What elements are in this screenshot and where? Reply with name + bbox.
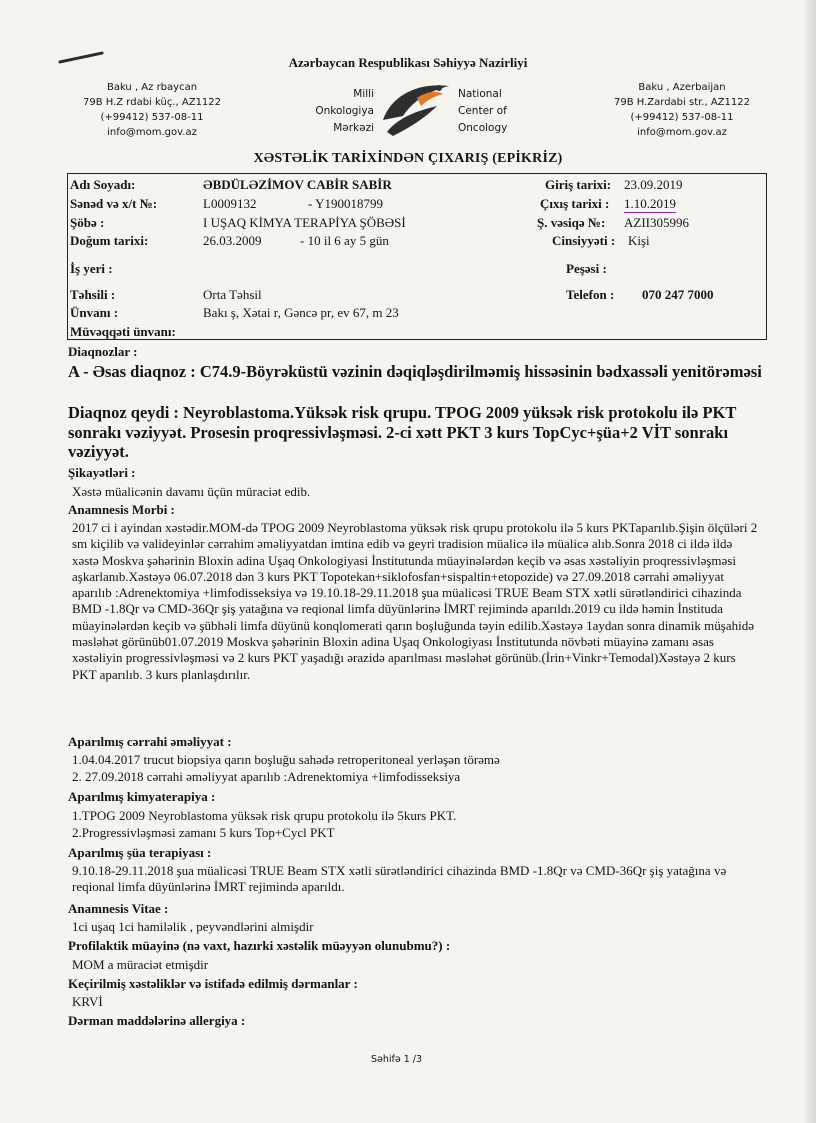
past-illness-text: KRVİ bbox=[72, 994, 103, 1009]
sex-label: Cinsiyyəti : bbox=[552, 233, 616, 248]
address-line: Baku , Az rbaycan bbox=[106, 82, 198, 93]
logo-text-en bbox=[458, 86, 528, 137]
surgery-item: 2. 27.09.2018 cərrahi əməliyyat aparılıb :Adrenektomiya +limfodisseksiya bbox=[72, 769, 461, 784]
temp-address-label: Müvəqqəti ünvanı: bbox=[70, 324, 176, 339]
education: Orta Təhsil bbox=[203, 287, 262, 302]
address-label: Ünvanı : bbox=[70, 305, 119, 320]
page-number: Səhifə 1 /3 bbox=[371, 1054, 423, 1065]
name-label: Adı Soyadı: bbox=[70, 177, 136, 192]
age: - 10 il 6 ay 5 gün bbox=[300, 233, 389, 248]
record-label: Sənəd və x/t №: bbox=[70, 196, 158, 211]
surgery-item: 1.04.04.2017 trucut biopsiya qarın boşluğu sahədə retroperitoneal yerləşən törəmə bbox=[72, 752, 500, 767]
past-illness-label: Keçirilmiş xəstəliklər və istifadə edilmiş dərmanlar : bbox=[68, 976, 358, 991]
complaints-text: Xəstə müalicənin davamı üçün müraciət edib. bbox=[72, 484, 311, 499]
education-label: Təhsili : bbox=[70, 287, 116, 302]
date-of-birth: 26.03.2009 bbox=[203, 233, 262, 248]
vitae-label: Anamnesis Vitae : bbox=[68, 901, 169, 916]
logo-line: Center of bbox=[458, 105, 507, 117]
address-right bbox=[582, 80, 782, 140]
diagnosis-note: Diaqnoz qeydi : Neyroblastoma.Yüksək risk qrupu. TPOG 2009 yüksək risk protokolu ilə PKT sonrakı vəziyyət. Prosesin proqressivləşməsi. 2-ci xətt PKT 3 kurs TopCyc+şüa+2 VİT sonrakı vəziyyət. bbox=[68, 403, 737, 461]
patient-name: ƏBDÜLƏZİMOV CABİR SABİR bbox=[203, 177, 392, 192]
record-number-2: - Y190018799 bbox=[308, 196, 383, 211]
address-line: Baku , Azerbaijan bbox=[638, 82, 726, 93]
vitae-text: 1ci uşaq 1ci hamiləlik , peyvəndlərini almişdir bbox=[72, 919, 314, 934]
radiotherapy-text: 9.10.18-29.11.2018 şua müalicəsi TRUE Beam STX xətli sürətləndirici cihazinda BMD -1.8Qr və CMD-36Qr şiş yatağına və reqional limfa düyünlərinə İMRT rejimində aparıldı. bbox=[72, 863, 727, 895]
profession-label: Peşəsi : bbox=[566, 261, 607, 276]
address-line: info@mom.gov.az bbox=[637, 127, 727, 138]
logo-line: Onkologiya bbox=[315, 105, 374, 117]
discharge-date: 1.10.2019 bbox=[624, 196, 676, 211]
address-line: (+99412) 537-08-11 bbox=[100, 112, 204, 123]
address-line: 79B H.Z rdabi küç., AZ1122 bbox=[82, 97, 222, 108]
chemotherapy-label: Aparılmış kimyaterapiya : bbox=[68, 789, 216, 804]
page-edge-shadow bbox=[802, 0, 816, 1123]
record-number: L0009132 bbox=[203, 196, 257, 211]
prophylactic-label: Profilaktik müayinə (nə vaxt, hazırki xəstəlik müəyyən olunubmu?) : bbox=[68, 938, 451, 953]
address-line: 79B H.Zardabi str., AZ1122 bbox=[614, 97, 750, 108]
address-line: (+99412) 537-08-11 bbox=[630, 112, 734, 123]
dob-label: Doğum tarixi: bbox=[70, 233, 149, 248]
prophylactic-text: MOM a müraciət etmişdir bbox=[72, 957, 209, 972]
department: I UŞAQ KİMYA TERAPİYA ŞÖBƏSİ bbox=[203, 215, 406, 230]
anamnesis-text: 2017 ci i ayindan xəstədir.MOM-də TPOG 2009 Neyroblastoma yüksək risk qrupu protokolu ilə 5 kurs PKTaparılıb.Şişin ölçüləri 2 sm kiçilib və valideyinlər cərrahim əməliyyatdan imtina edib və geyri tradision müalicə ilə müalicə alıb.Sonra 2018 ci ildə ildə xəstə Moskva şəhərinin Bloxin adina Uşaq Onkologiyasi İnstitutunda müayinələrdən keçib və əsas xəstəliyin proqressivləşməsi aşkarlanıb.Xəstəyə 06.07.2018 dən 3 kurs PKT Topotekan+siklofosfan+sispaltin+etopozide) və 27.09.2018 cərrahi əməliyyat aparılıb :Adrenektomiya +limfodisseksiya və 19.10.18-29.11.2018 şua müalicəsi TRUE Beam STX xətli sürətləndirici cihazinda BMD -1.8Qr və CMD-36Qr şiş yatağına və reqional limfa düyünlərinə İMRT rejimində aparıldı.2019 cu ildə həmin İnstituda müayinələrdən keçib və şübhəli limfa düyünü konqlomerati qarın boşluğunda təyin edilib.Xəstəyə 1aydan sonra dinamik müşahidə məsləhət görünüb01.07.2019 Moskva şəhərinin Bloxin adina Uşaq Onkologiyası İnstitutunda növbəti müayinə zamanı əsas xəstəliyin progressivləşməsi və 2 kurs PKT yaşadığı ərazidə aparılması məsləhət görünüb.(İrin+Vinkr+Temodal)Xəstəyə 2 kurs PKT aparılıb. 3 kurs planlaşdırılır. bbox=[72, 520, 758, 682]
admit-label: Giriş tarixi: bbox=[545, 177, 612, 192]
logo-line: Milli bbox=[353, 88, 374, 100]
address-line: info@mom.gov.az bbox=[107, 127, 197, 138]
logo-line: National bbox=[458, 88, 502, 100]
department-label: Şöbə : bbox=[70, 215, 105, 230]
radiotherapy-label: Aparılmış şüa terapiyası : bbox=[68, 845, 212, 860]
workplace-label: İş yeri : bbox=[70, 261, 113, 276]
discharge-label: Çıxış tarixi : bbox=[540, 196, 610, 211]
logo-line: Mərkəzi bbox=[333, 122, 374, 134]
oncology-center-logo-icon bbox=[377, 76, 457, 140]
anamnesis-label: Anamnesis Morbi : bbox=[68, 502, 175, 517]
complaints-label: Şikayətləri : bbox=[68, 465, 136, 480]
main-diagnosis: A - Əsas diaqnoz : C74.9-Böyrəküstü vəzinin dəqiqləşdirilməmiş hissəsinin bədxassəli yenitörəməsi bbox=[68, 362, 762, 381]
chemotherapy-item: 1.TPOG 2009 Neyroblastoma yüksək risk qrupu protokolu ilə 5kurs PKT. bbox=[72, 808, 457, 823]
sex: Kişi bbox=[628, 233, 650, 248]
allergy-label: Dərman maddələrinə allergiya : bbox=[68, 1013, 246, 1028]
chemotherapy-item: 2.Progressivləşməsi zamanı 5 kurs Top+Cycl PKT bbox=[72, 825, 335, 840]
phone-label: Telefon : bbox=[566, 287, 615, 302]
diagnoses-label: Diaqnozlar : bbox=[68, 344, 138, 359]
patient-info-box bbox=[67, 173, 767, 340]
logo-text-az bbox=[314, 86, 374, 137]
surgery-label: Aparılmış cərrahi əməliyyat : bbox=[68, 734, 232, 749]
document-title: XƏSTƏLİK TARİXİNDƏN ÇIXARIŞ (EPİKRİZ) bbox=[253, 151, 563, 166]
ministry-title: Azərbaycan Respublikası Səhiyyə Nazirliyi bbox=[288, 55, 528, 70]
address-left bbox=[52, 80, 252, 140]
id-number: AZII305996 bbox=[624, 215, 689, 230]
phone: 070 247 7000 bbox=[642, 287, 714, 302]
admission-date: 23.09.2019 bbox=[624, 177, 683, 192]
logo-line: Oncology bbox=[458, 122, 508, 134]
home-address: Bakı ş, Xətai r, Gəncə pr, ev 67, m 23 bbox=[203, 305, 399, 320]
id-label: Ş. vəsiqə №: bbox=[537, 215, 606, 230]
